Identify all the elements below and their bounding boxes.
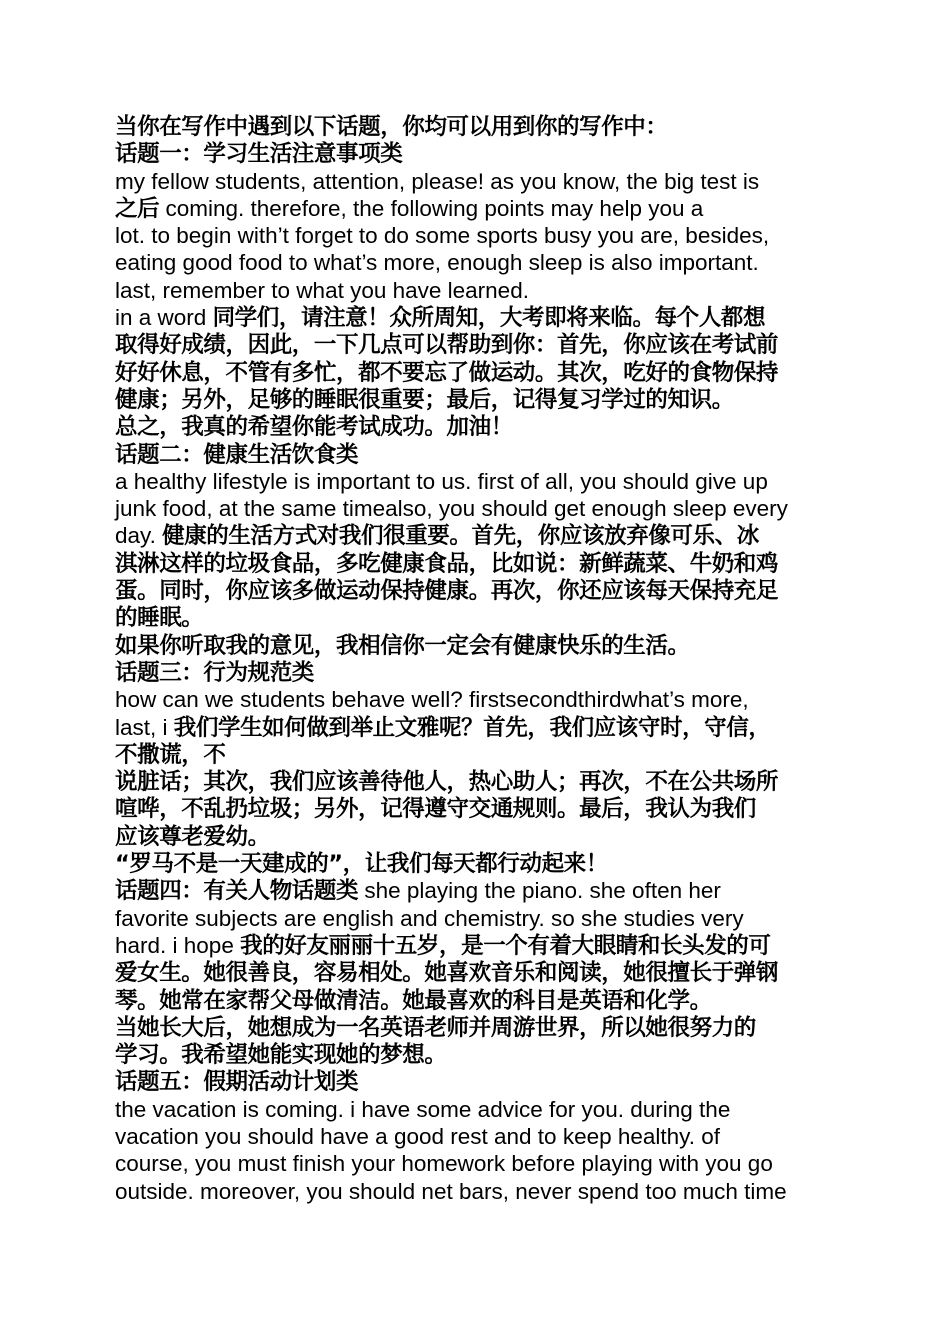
text-line [115,686,837,713]
document-page [115,113,837,1205]
text-line [115,959,837,986]
text-line [115,714,837,741]
text-line [115,987,837,1014]
text-line [115,850,837,877]
english-text: my fellow students, attention, please! as you know, the big test is [115,168,760,194]
text-line [115,522,837,549]
chinese-text: 当她长大后，她想成为一名英语老师并周游世界，所以她很努力的 [115,1014,756,1041]
chinese-text: 如果你听取我的意见，我相信你一定会有健康快乐的生活。 [115,632,690,659]
text-line [115,1178,837,1205]
text-line [115,1096,837,1123]
chinese-text: 取得好成绩，因此，一下几点可以帮助到你：首先，你应该在考试前 [115,332,779,359]
text-line [115,331,837,358]
text-line [115,741,837,768]
text-line [115,905,837,932]
chinese-text: 同学们，请注意！众所周知，大考即将来临。每个人都想 [212,305,766,332]
chinese-text: 的睡眠。 [115,605,204,632]
chinese-text: 不撒谎，不 [115,741,226,768]
chinese-text: 我们学生如何做到举止文雅呢？首先，我们应该守时，守信， [173,714,771,741]
chinese-text: 琴。她常在家帮父母做清洁。她最喜欢的科目是英语和化学。 [115,987,712,1014]
chinese-text: 当你在写作中遇到以下话题，你均可以用到你的写作中： [115,114,668,140]
chinese-text: 总之，我真的希望你能考试成功。加油！ [115,414,513,441]
chinese-text: 之后 [115,195,160,222]
chinese-text: 话题一：学习生活注意事项类 [115,141,403,168]
english-text: last, remember to what you have learned. [115,277,529,303]
chinese-text: 话题二：健康生活饮食类 [115,441,359,468]
text-line [115,1150,837,1177]
english-text: a healthy lifestyle is important to us. first of all, you should give up [115,468,768,494]
chinese-text: 健康；另外，足够的睡眠很重要；最后，记得复习学过的知识。 [115,386,734,413]
text-line [115,495,837,522]
chinese-text: 喧哗，不乱扔垃圾；另外，记得遵守交通规则。最后，我认为我们 [115,796,756,823]
text-line [115,195,837,222]
text-line [115,1041,837,1068]
chinese-text: 爱女生。她很善良，容易相处。她喜欢音乐和阅读，她很擅长于弹钢 [115,960,779,987]
chinese-text: 说脏话；其次，我们应该善待他人，热心助人；再次，不在公共场所 [115,769,779,796]
text-line [115,140,837,167]
english-text: course, you must finish your homework before playing with you go [115,1151,773,1177]
english-text: coming. therefore, the following points may help you a [159,195,704,221]
english-text: day. [115,523,163,549]
text-line [115,877,837,904]
text-line [115,304,837,331]
text-line [115,468,837,495]
english-text: eating good food to what’s more, enough sleep is also important. [115,250,759,276]
chinese-text: “罗马不是一天建成的”，让我们每天都行动起来！ [115,851,608,878]
text-line [115,932,837,959]
english-text: junk food, at the same timealso, you should get enough sleep every [115,496,788,522]
english-text: she playing the piano. she often her [358,878,721,904]
english-text: hard. i hope [115,932,241,958]
text-line [115,222,837,249]
text-line [115,604,837,631]
text-line [115,249,837,276]
chinese-text: 我的好友丽丽十五岁，是一个有着大眼睛和长头发的可 [240,932,771,959]
english-text: the vacation is coming. i have some advice for you. during the [115,1096,731,1122]
chinese-text: 淇淋这样的垃圾食品，多吃健康食品，比如说：新鲜蔬菜、牛奶和鸡 [115,550,779,577]
text-line [115,1123,837,1150]
chinese-text: 蛋。同时，你应该多做运动保持健康。再次，你还应该每天保持充足 [115,578,779,605]
chinese-text: 话题五：假期活动计划类 [115,1069,359,1096]
text-line [115,577,837,604]
english-text: lot. to begin with’t forget to do some sports busy you are, besides, [115,223,770,249]
english-text: how can we students behave well? firstsecondthirdwhat’s more, [115,687,749,713]
text-line [115,359,837,386]
text-line [115,659,837,686]
text-line [115,113,837,140]
chinese-text: 应该尊老爱幼。 [115,823,270,850]
english-text: vacation you should have a good rest and to keep healthy. of [115,1123,721,1149]
chinese-text: 话题三：行为规范类 [115,659,314,686]
text-line [115,795,837,822]
text-line [115,823,837,850]
chinese-text: 学习。我希望她能实现她的梦想。 [115,1042,447,1069]
english-text: last, i [115,714,174,740]
chinese-text: 健康的生活方式对我们很重要。首先，你应该放弃像可乐、冰 [162,523,759,550]
english-text: outside. moreover, you should net bars, never spend too much time [115,1178,787,1204]
english-text: in a word [115,305,213,331]
text-line [115,277,837,304]
text-line [115,632,837,659]
text-line [115,441,837,468]
text-line [115,768,837,795]
text-line [115,1068,837,1095]
text-line [115,1014,837,1041]
chinese-text: 话题四：有关人物话题类 [115,878,359,905]
english-text: favorite subjects are english and chemistry. so she studies very [115,905,744,931]
text-line [115,168,837,195]
text-line [115,386,837,413]
text-line [115,413,837,440]
chinese-text: 好好休息，不管有多忙，都不要忘了做运动。其次，吃好的食物保持 [115,359,779,386]
text-line [115,550,837,577]
